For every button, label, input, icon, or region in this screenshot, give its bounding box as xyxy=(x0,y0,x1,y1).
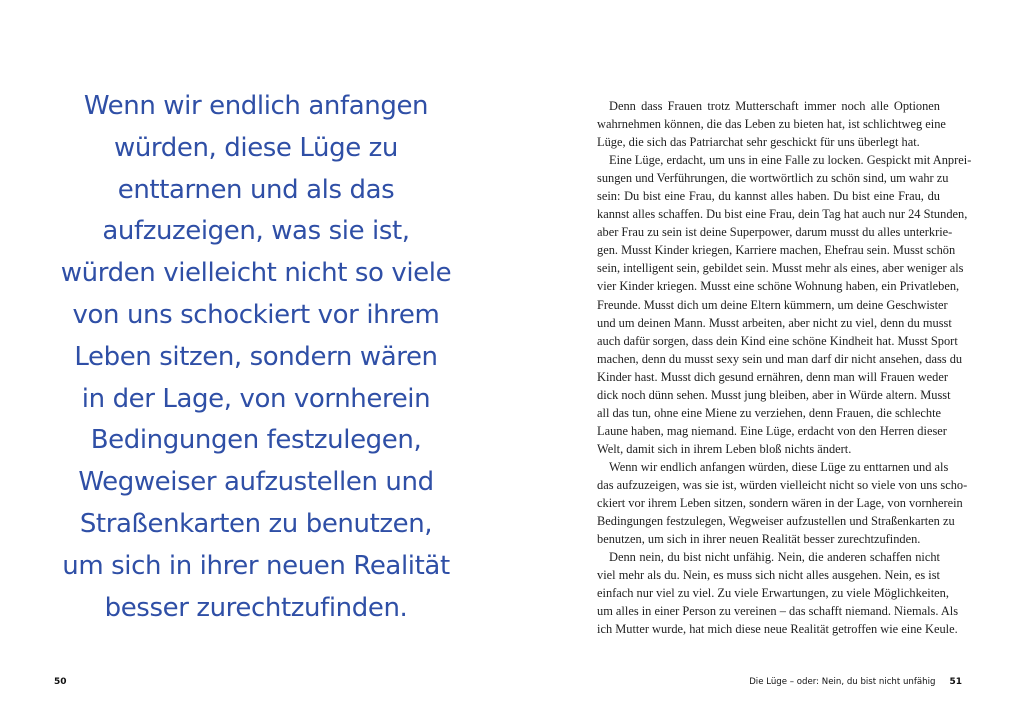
pull-quote-line: Wenn wir endlich anfangen xyxy=(83,91,429,121)
text-line: Eine Lüge, erdacht, um uns in eine Falle zu locken. Gespickt mit Anprei- xyxy=(609,153,972,168)
text-line: um alles in einer Person zu vereinen – das schafft niemand. Niemals. Als xyxy=(597,604,959,619)
pull-quote-line: Wegweiser aufzustellen und xyxy=(78,467,434,498)
page-number: 51 xyxy=(949,677,962,687)
text-line: das aufzuzeigen, was sie ist, würden vielleicht nicht so viele von uns scho- xyxy=(597,477,968,492)
page-number: 50 xyxy=(54,677,67,687)
text-line: auch dafür sorgen, dass dein Kind eine schöne Kindheit hat. Musst Sport xyxy=(597,333,958,348)
text-line: einfach nur viel zu viel. Zu viele Erwartungen, zu viele Möglichkeiten, xyxy=(597,586,949,601)
pull-quote-line: von uns schockiert vor ihrem xyxy=(72,299,440,330)
text-line: Lüge, die sich das Patriarchat sehr geschickt für uns überlegt hat. xyxy=(597,135,920,150)
pull-quote-line: Straßenkarten zu benutzen, xyxy=(79,508,433,539)
pull-quote-line: enttarnen und als das xyxy=(117,174,395,205)
text-line: Welt, damit sich in ihrem Leben bloß nichts ändert. xyxy=(597,441,852,456)
folio-right xyxy=(749,677,962,687)
pull-quote-line: um sich in ihrer neuen Realität xyxy=(62,550,450,581)
text-line: dick noch dünn sehen. Musst jung bleiben, aber in Würde altern. Musst xyxy=(597,387,951,402)
pull-quote-line: Bedingungen festzulegen, xyxy=(90,425,422,456)
pull-quote-line: besser zurechtzufinden. xyxy=(104,592,408,623)
pull-quote-line: in der Lage, von vornherein xyxy=(81,383,431,414)
text-line: Bedingungen festzulegen, Wegweiser aufzustellen und Straßenkarten zu xyxy=(597,514,955,529)
text-line: wahrnehmen können, die das Leben zu bieten hat, ist schlichtweg eine xyxy=(597,117,946,132)
text-line: Freunde. Musst dich um deine Eltern kümmern, um deine Geschwister xyxy=(597,297,948,312)
text-line: Denn nein, du bist nicht unfähig. Nein, die anderen schaffen nicht xyxy=(609,550,940,565)
text-line: Laune haben, mag niemand. Eine Lüge, erdacht von den Herren dieser xyxy=(597,423,947,438)
pull-quote-line: aufzuzeigen, was sie ist, xyxy=(102,216,410,247)
text-line: viel mehr als du. Nein, es muss sich nicht alles ausgehen. Nein, es ist xyxy=(597,568,940,583)
text-line: all das tun, ohne eine Miene zu verziehen, denn Frauen, die schlechte xyxy=(597,405,942,420)
text-line: Wenn wir endlich anfangen würden, diese Lüge zu enttarnen und als xyxy=(609,459,949,474)
text-line: gen. Musst Kinder kriegen, Karriere machen, Ehefrau sein. Musst schön xyxy=(597,243,956,258)
folio-left xyxy=(54,677,67,687)
right-page xyxy=(510,0,1020,724)
text-line: ich Mutter wurde, hat mich diese neue Realität getroffen wie eine Keule. xyxy=(597,622,958,637)
text-line: Denn dass Frauen trotz Mutterschaft immer noch alle Optionen xyxy=(609,99,940,113)
text-line: sein, intelligent sein, gebildet sein. Musst mehr als eines, aber weniger als xyxy=(597,261,964,276)
text-line: ckiert vor ihrem Leben sitzen, sondern wären in der Lage, von vornherein xyxy=(597,496,963,511)
body-text xyxy=(597,97,972,638)
text-line: aber Frau zu sein ist deine Superpower, darum musst du alles unterkrie- xyxy=(597,225,953,240)
pull-quote-line: Leben sitzen, sondern wären xyxy=(74,341,438,372)
pull-quote xyxy=(60,86,452,629)
text-line: machen, denn du musst sexy sein und man darf dir nicht ansehen, dass du xyxy=(597,351,963,366)
pull-quote-line: würden vielleicht nicht so viele xyxy=(60,258,452,289)
text-line: sungen und Verführungen, die wortwörtlich zu schön sind, um wahr zu xyxy=(597,171,949,186)
running-head: Die Lüge – oder: Nein, du bist nicht unfähig xyxy=(749,677,936,687)
text-line: sein: Du bist eine Frau, du kannst alles haben. Du bist eine Frau, du xyxy=(597,189,940,204)
text-line: kannst alles schaffen. Du bist eine Frau, dein Tag hat auch nur 24 Stunden, xyxy=(597,207,968,222)
text-line: Kinder hast. Musst dich gesund ernähren, denn man will Frauen weder xyxy=(597,369,948,384)
text-line: und um deinen Mann. Musst arbeiten, aber nicht zu viel, denn du musst xyxy=(597,315,952,330)
pull-quote-line: würden, diese Lüge zu xyxy=(113,132,398,163)
text-line: benutzen, um sich in ihrer neuen Realität besser zurechtzufinden. xyxy=(597,532,921,547)
text-line: vier Kinder kriegen. Musst eine schöne Wohnung haben, ein Privatleben, xyxy=(597,279,960,294)
